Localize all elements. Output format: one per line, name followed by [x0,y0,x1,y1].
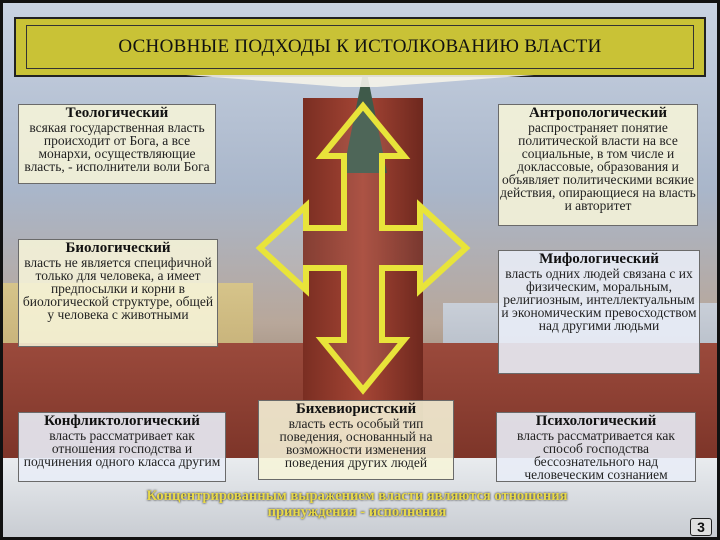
title-inner-frame [26,25,694,69]
behavioral-approach-card [258,400,454,480]
psychological-heading: Психологический [535,413,657,429]
anthropological-text: распространяет понятие политической власти на все социальные, в том числе и доклассовые, образования и объявляет политическими всякие действия, опирающиеся на власть и авторитет [500,120,696,213]
biological-text: власть не является специфичной только для человека, а имеет предпосылки и корни в биологической структуре, общей у человека с животными [22,255,214,322]
conflictological-heading: Конфликтологический [44,413,200,429]
biological-heading: Биологический [65,240,171,256]
page-number-badge[interactable]: 3 [690,518,712,536]
behavioral-heading: Бихевиористский [295,401,417,417]
mythological-text: власть одних людей связана с их физическим, моральным, религиозным, интеллектуальным и экономическим превосходством над другими людьми [501,266,697,333]
title-banner [14,17,706,77]
conflictological-text: власть рассматривает как отношения господства и подчинения одного класса другим [23,428,221,469]
psychological-text: власть рассматривается как способ господства бессознательного над человеческим сознанием [517,428,675,482]
conclusion-text: Концентрированным выражением власти являются отношения принуждения - исполнения [146,488,568,520]
theological-heading: Теологический [65,105,169,121]
page-title: ОСНОВНЫЕ ПОДХОДЫ К ИСТОЛКОВАНИЮ ВЛАСТИ [118,36,602,57]
psychological-approach-card [496,412,696,482]
biological-approach-card [18,239,218,347]
theological-approach-card [18,104,216,184]
theological-text: всякая государственная власть происходит от Бога, а все монархи, осуществляющие власть, - исполнители воли Бога [24,120,210,174]
mythological-heading: Мифологический [539,251,659,267]
mythological-approach-card [498,250,700,374]
anthropological-approach-card [498,104,698,226]
conflictological-approach-card [18,412,226,482]
four-way-arrow-icon [254,100,472,396]
anthropological-heading: Антропологический [528,105,668,121]
behavioral-text: власть есть особый тип поведения, основанный на возможности изменения поведения других людей [279,416,433,470]
